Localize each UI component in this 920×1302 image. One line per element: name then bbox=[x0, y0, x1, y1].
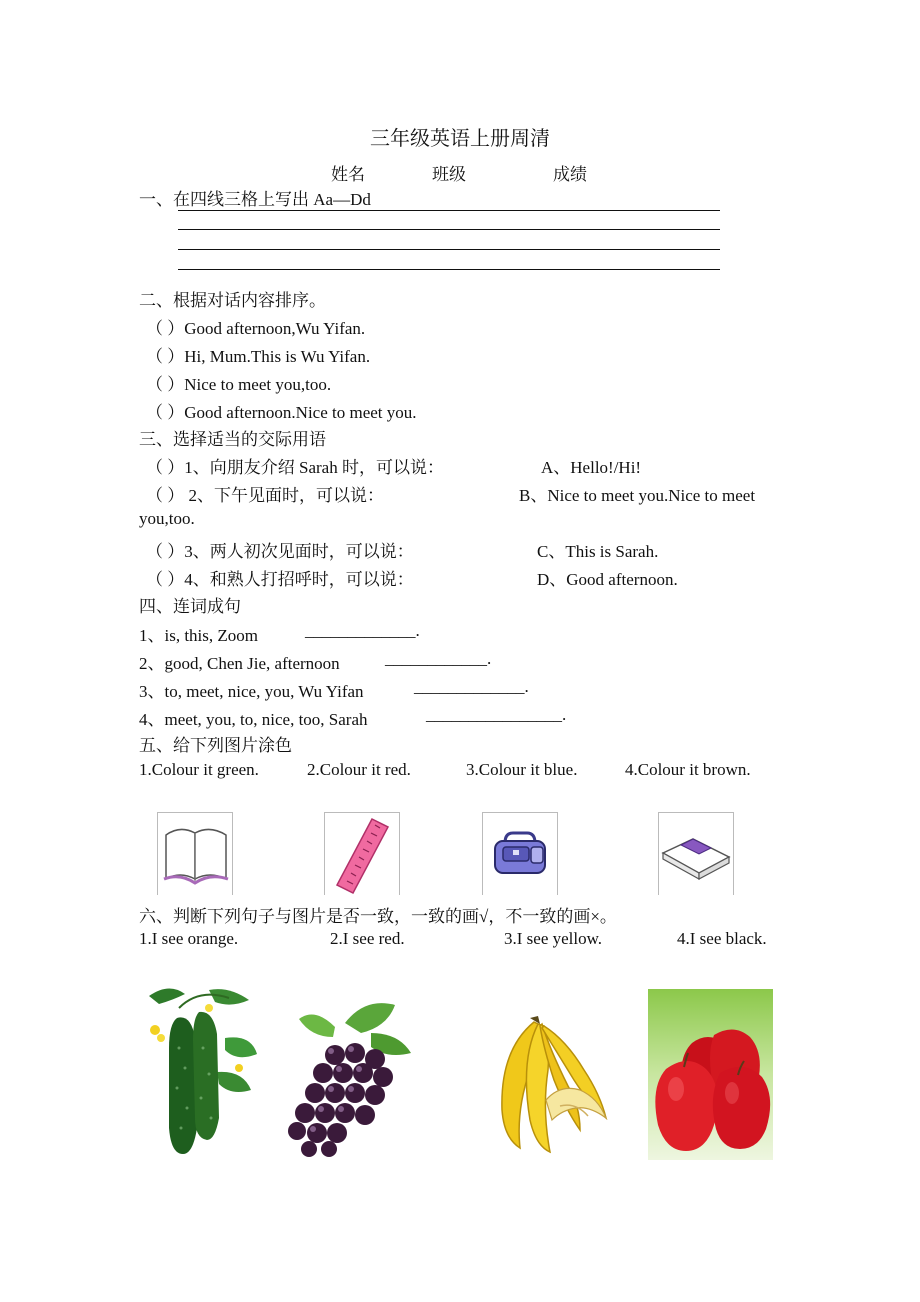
ruler-picture[interactable] bbox=[324, 812, 400, 895]
order-item: （ ）Hi, Mum.This is Wu Yifan. bbox=[146, 347, 371, 366]
choice-question: （ ）1、向朋友介绍 Sarah 时，可以说： bbox=[146, 458, 444, 477]
sentence-words: 2、good, Chen Jie, afternoon bbox=[139, 654, 340, 673]
colour-instruction: 1.Colour it green. bbox=[139, 760, 259, 779]
book-icon bbox=[158, 813, 232, 895]
order-item: （ ）Nice to meet you,too. bbox=[146, 375, 332, 394]
sentence-words: 3、to, meet, nice, you, Wu Yifan bbox=[139, 682, 364, 701]
answer-blank[interactable]: _____________. bbox=[414, 677, 529, 696]
apple-picture[interactable] bbox=[648, 989, 773, 1160]
colour-instruction: 2.Colour it red. bbox=[307, 760, 411, 779]
apple-photo bbox=[648, 989, 773, 1160]
section6-heading: 六、判断下列句子与图片是否一致，一致的画√，不一致的画×。 bbox=[139, 907, 617, 926]
choice-option: B、Nice to meet you.Nice to meet bbox=[519, 486, 756, 505]
judge-sentence: 2.I see red. bbox=[330, 929, 405, 948]
judge-sentence: 1.I see orange. bbox=[139, 929, 239, 948]
choice-question: （ ）4、和熟人打招呼时，可以说： bbox=[146, 570, 414, 589]
grapes-photo bbox=[275, 993, 418, 1160]
worksheet-title: 三年级英语上册周清 bbox=[370, 128, 550, 150]
section1-heading: 一、在四线三格上写出 Aa—Dd bbox=[139, 190, 371, 209]
sentence-words: 1、is, this, Zoom bbox=[139, 626, 259, 645]
grid-line bbox=[178, 269, 720, 270]
banana-photo bbox=[480, 1010, 623, 1160]
choice-option: A、Hello!/Hi! bbox=[541, 458, 642, 477]
section3-heading: 三、选择适当的交际用语 bbox=[139, 430, 326, 449]
judge-sentence: 4.I see black. bbox=[677, 929, 767, 948]
choice-question: （ ）3、两人初次见面时，可以说： bbox=[146, 542, 414, 561]
book-picture[interactable] bbox=[157, 812, 233, 895]
choice-question: （ ） 2、下午见面时，可以说： bbox=[146, 486, 384, 505]
eraser-icon bbox=[659, 813, 733, 895]
ruler-icon bbox=[325, 813, 399, 895]
grid-line bbox=[178, 229, 720, 230]
colour-instruction: 3.Colour it blue. bbox=[466, 760, 578, 779]
score-label: 成绩 bbox=[553, 165, 587, 184]
grid-line bbox=[178, 249, 720, 250]
choice-option: C、This is Sarah. bbox=[537, 542, 659, 561]
choice-option: D、Good afternoon. bbox=[537, 570, 678, 589]
cucumber-picture[interactable] bbox=[139, 978, 259, 1160]
colour-instruction: 4.Colour it brown. bbox=[625, 760, 751, 779]
answer-blank[interactable]: _____________. bbox=[305, 621, 420, 640]
schoolbag-picture[interactable] bbox=[482, 812, 558, 895]
section4-heading: 四、连词成句 bbox=[139, 597, 241, 616]
choice-option-wrap: you,too. bbox=[139, 509, 195, 528]
judge-sentence: 3.I see yellow. bbox=[504, 929, 603, 948]
section5-heading: 五、给下列图片涂色 bbox=[139, 736, 292, 755]
grapes-picture[interactable] bbox=[275, 993, 418, 1160]
class-label: 班级 bbox=[432, 165, 466, 184]
schoolbag-icon bbox=[483, 813, 557, 895]
order-item: （ ）Good afternoon,Wu Yifan. bbox=[146, 319, 366, 338]
answer-blank[interactable]: ____________. bbox=[385, 649, 492, 668]
order-item: （ ）Good afternoon.Nice to meet you. bbox=[146, 403, 417, 422]
banana-picture[interactable] bbox=[480, 1010, 623, 1160]
section2-heading: 二、根据对话内容排序。 bbox=[139, 291, 326, 310]
cucumber-photo bbox=[139, 978, 259, 1160]
name-label: 姓名 bbox=[331, 165, 365, 184]
grid-line bbox=[178, 210, 720, 211]
sentence-words: 4、meet, you, to, nice, too, Sarah bbox=[139, 710, 368, 729]
answer-blank[interactable]: ________________. bbox=[426, 705, 567, 724]
eraser-picture[interactable] bbox=[658, 812, 734, 895]
